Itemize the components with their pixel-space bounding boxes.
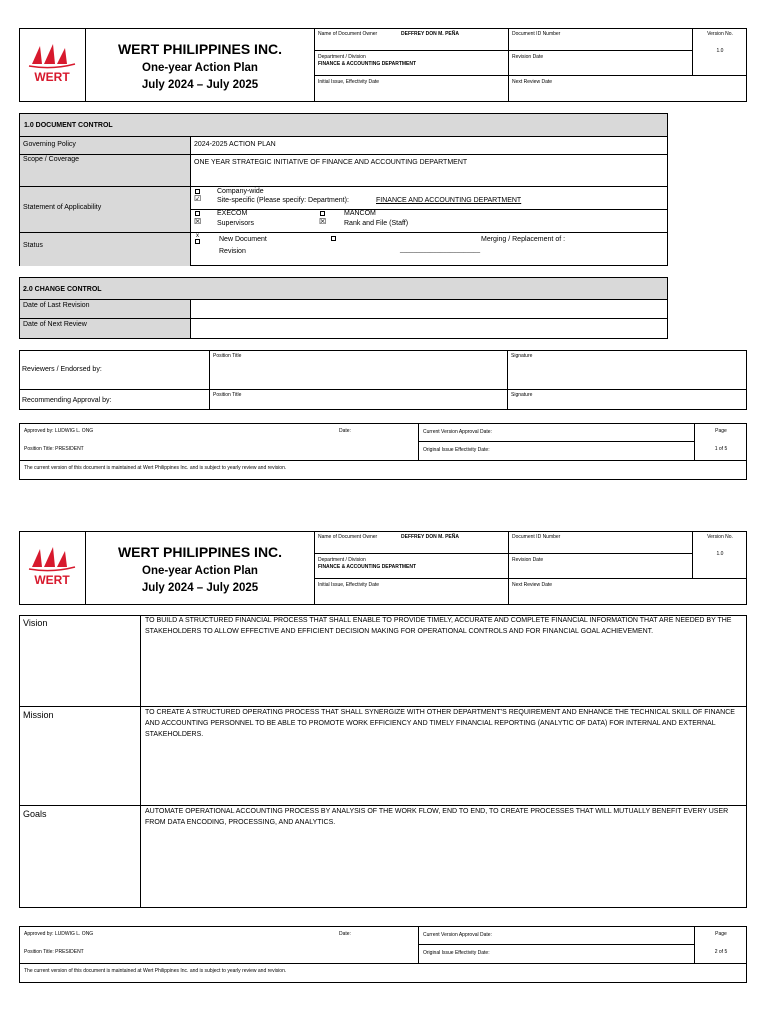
goals-label: Goals bbox=[23, 809, 47, 819]
owner-label-2: Name of Document Owner bbox=[318, 534, 378, 540]
initial-issue-label: Initial Issue, Effectivity Date bbox=[318, 79, 380, 85]
page-label-1: Page bbox=[715, 428, 727, 434]
date-label-1: Date: bbox=[339, 428, 351, 434]
recommending-label: Recommending Approval by: bbox=[22, 397, 112, 404]
recommending-signature-label: Signature bbox=[511, 392, 533, 398]
rank-file-checkbox[interactable]: ☒ bbox=[319, 217, 327, 226]
site-specific-value: FINANCE AND ACCOUNTING DEPARTMENT bbox=[376, 197, 522, 204]
governing-value: 2024-2025 ACTION PLAN bbox=[194, 141, 276, 148]
revision-label: Revision bbox=[219, 248, 246, 255]
merging-label: Merging / Replacement of : bbox=[481, 236, 566, 243]
doc-id-label: Document ID Number bbox=[512, 31, 561, 37]
supervisors-label: Supervisors bbox=[217, 220, 254, 227]
approved-by-2: Approved by: LUDWIG L. ONG bbox=[24, 931, 94, 937]
footer-page-2 bbox=[19, 926, 747, 983]
change-control-table bbox=[19, 277, 668, 339]
next-review-label-2: Next Review Date bbox=[512, 582, 553, 588]
mission-text: TO CREATE A STRUCTURED OPERATING PROCESS THAT SHALL SYNERGIZE WITH OTHER DEPARTMENT'S REQUIREMENT AND ENHANCE THE TECHNICAL SKILL OF FINANCE AND ACCOUNTING PERSONNEL TO BE ABLE TO PROMOTE WORK EFFICIENCY AND TIMELY FINANCIAL REPORTING (ANALYTIC OF DATA) FOR INTERNAL AND EXTERNAL STAKEHOLDERS. bbox=[145, 709, 735, 738]
site-specific-checkbox[interactable]: ☑ bbox=[194, 194, 202, 203]
dept-label: Department / Division bbox=[318, 54, 366, 60]
doc-control-heading: 1.0 DOCUMENT CONTROL bbox=[24, 122, 113, 129]
mancom-label: MANCOM bbox=[344, 210, 376, 217]
wert-logo-icon-2 bbox=[28, 547, 76, 573]
status-options bbox=[191, 233, 668, 266]
page-number-2: 2 of 5 bbox=[714, 949, 728, 955]
last-revision-label: Date of Last Revision bbox=[23, 302, 90, 309]
status-label: Status bbox=[23, 242, 43, 249]
plan-period-2: July 2024 – July 2025 bbox=[141, 582, 259, 594]
new-document-x: x bbox=[196, 233, 199, 239]
original-issue-label-1: Original Issue Effectivity Date: bbox=[423, 447, 490, 453]
plan-title: One-year Action Plan bbox=[142, 62, 258, 74]
governing-label: Governing Policy bbox=[23, 141, 76, 148]
new-document-checkbox[interactable] bbox=[195, 239, 200, 244]
title-cell-2 bbox=[86, 531, 315, 605]
new-document-label: New Document bbox=[219, 236, 267, 243]
merging-checkbox[interactable] bbox=[331, 236, 336, 241]
applicability-label: Statement of Applicability bbox=[23, 204, 102, 211]
page-number-1: 1 of 5 bbox=[714, 446, 728, 452]
reviewer-position-label: Position Title bbox=[213, 353, 242, 359]
date-label-2: Date: bbox=[339, 931, 351, 937]
mancom-checkbox[interactable] bbox=[320, 211, 325, 216]
mission-label: Mission bbox=[23, 710, 54, 720]
approved-by-1: Approved by: LUDWIG L. ONG bbox=[24, 428, 94, 434]
supervisors-checkbox[interactable]: ☒ bbox=[194, 217, 202, 226]
merging-blank: ________________________ bbox=[400, 247, 481, 253]
reviewers-table bbox=[19, 350, 747, 410]
rank-file-label: Rank and File (Staff) bbox=[344, 220, 409, 227]
owner-label: Name of Document Owner bbox=[318, 31, 378, 37]
maintained-note-1: The current version of this document is maintained at Wert Philippines Inc. and is subject to yearly review and revision. bbox=[24, 465, 287, 471]
current-version-label-1: Current Version Approval Date: bbox=[423, 429, 492, 435]
dept-value: FINANCE & ACCOUNTING DEPARTMENT bbox=[318, 61, 417, 67]
revision-date-label: Revision Date bbox=[512, 54, 544, 60]
dept-label-2: Department / Division bbox=[318, 557, 366, 563]
scope-label: Scope / Coverage bbox=[23, 156, 80, 163]
revision-date-label-2: Revision Date bbox=[512, 557, 544, 563]
doc-id-label-2: Document ID Number bbox=[512, 534, 561, 540]
change-control-heading: 2.0 CHANGE CONTROL bbox=[23, 286, 102, 293]
logo-cell bbox=[19, 28, 86, 102]
vmg-table bbox=[19, 615, 747, 908]
wert-logo-icon bbox=[28, 44, 76, 70]
reviewers-label: Reviewers / Endorsed by: bbox=[22, 366, 102, 373]
reviewer-signature-label: Signature bbox=[511, 353, 533, 359]
current-version-label-2: Current Version Approval Date: bbox=[423, 932, 492, 938]
company-name-2: WERT PHILIPPINES INC. bbox=[117, 544, 283, 560]
next-review-label: Next Review Date bbox=[512, 79, 553, 85]
position-title-2: Position Title: PRESIDENT bbox=[24, 949, 84, 955]
site-specific-label: Site-specific (Please specify: Department): bbox=[217, 197, 349, 204]
logo-text: WERT bbox=[34, 70, 70, 84]
company-name: WERT PHILIPPINES INC. bbox=[117, 41, 283, 57]
version-value: 1.0 bbox=[716, 48, 724, 54]
execom-label: EXECOM bbox=[217, 210, 248, 217]
version-label: Version No. bbox=[707, 31, 733, 37]
footer-page-1 bbox=[19, 423, 747, 480]
vision-text: TO BUILD A STRUCTURED FINANCIAL PROCESS THAT SHALL ENABLE TO PROVIDE TIMELY, ACCURATE AND COMPLETE FINANCIAL INFORMATION THAT ARE NEEDED BY THE STAKEHOLDERS TO ALLOW EFFECTIVE AND EFFICIENT DECISION MAKING FOR OPERATIONAL CONTROLS AND FOR FINANCIAL GOAL ACHIEVEMENT. bbox=[145, 617, 732, 635]
dept-value-2: FINANCE & ACCOUNTING DEPARTMENT bbox=[318, 564, 417, 570]
owner-name: DEFFREY DON M. PEÑA bbox=[401, 31, 459, 37]
applicability-options bbox=[191, 187, 668, 233]
scope-value: ONE YEAR STRATEGIC INITIATIVE OF FINANCE AND ACCOUNTING DEPARTMENT bbox=[194, 159, 468, 166]
logo-text-2: WERT bbox=[34, 573, 70, 587]
page-label-2: Page bbox=[715, 931, 727, 937]
initial-issue-label-2: Initial Issue, Effectivity Date bbox=[318, 582, 380, 588]
company-wide-label: Company-wide bbox=[217, 188, 264, 195]
plan-title-2: One-year Action Plan bbox=[142, 565, 258, 577]
header-page-2 bbox=[19, 531, 747, 605]
header-page-1 bbox=[19, 28, 747, 102]
vision-label: Vision bbox=[23, 618, 48, 628]
logo-cell-2 bbox=[19, 531, 86, 605]
next-review-date-label: Date of Next Review bbox=[23, 321, 87, 328]
version-value-2: 1.0 bbox=[716, 551, 724, 557]
recommending-position-label: Position Title bbox=[213, 392, 242, 398]
goals-text: AUTOMATE OPERATIONAL ACCOUNTING PROCESS BY ANALYSIS OF THE WORK FLOW, END TO END, TO CREATE PROCESSES THAT WILL MUTUALLY BENEFIT EVERY USER FROM DATA ENCODING, PROCESSING, AND ANALYTICS. bbox=[145, 808, 729, 826]
position-title-1: Position Title: PRESIDENT bbox=[24, 446, 84, 452]
execom-checkbox[interactable] bbox=[195, 211, 200, 216]
maintained-note-2: The current version of this document is maintained at Wert Philippines Inc. and is subject to yearly review and revision. bbox=[24, 968, 287, 974]
plan-period: July 2024 – July 2025 bbox=[141, 79, 259, 91]
title-cell bbox=[86, 28, 315, 102]
document-control-table bbox=[19, 113, 668, 266]
owner-name-2: DEFFREY DON M. PEÑA bbox=[401, 534, 459, 540]
original-issue-label-2: Original Issue Effectivity Date: bbox=[423, 950, 490, 956]
version-label-2: Version No. bbox=[707, 534, 733, 540]
